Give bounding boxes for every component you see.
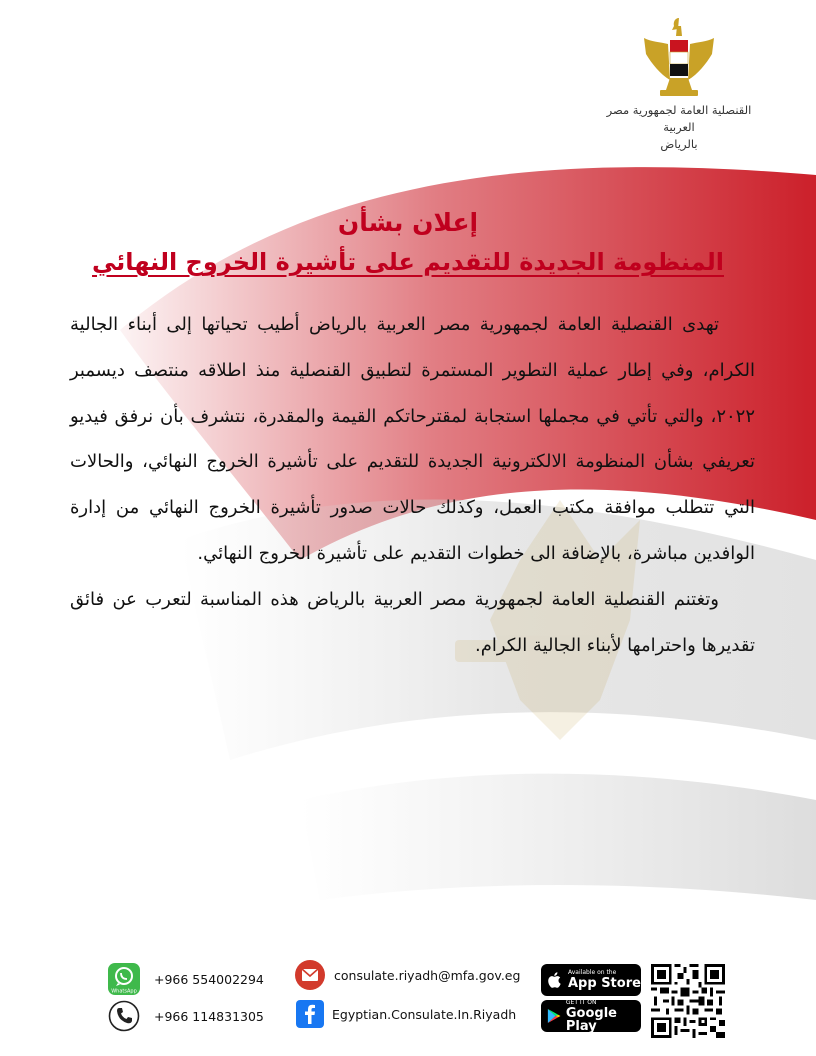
qr-code-icon[interactable] bbox=[651, 964, 725, 1038]
letterhead bbox=[594, 14, 764, 153]
announcement-heading: إعلان بشأن bbox=[337, 208, 479, 237]
mail-icon bbox=[294, 959, 326, 991]
app-store-small-text: Available on the bbox=[568, 969, 617, 976]
body-paragraph-1: تهدى القنصلية العامة لجمهورية مصر العربية بالرياض أطيب تحياتها إلى أبناء الجالية الكرام، وفي إطار عملية التطوير المستمرة لتطبيق القنصلية منذ اطلاقه منتصف ديسمبر ٢٠٢٢، والتي تأتي في مجملها استجابة لمقترحاتكم القيمة والمقدرة، نتشرف بأن نرفق فيديو تعريفي بشأن المنظومة الالكترونية الجديدة للتقديم على تأشيرة الخروج النهائي، والحالات التي تتطلب موافقة مكتب العمل، وكذلك حالات صدور تأشيرة الخروج النهائي من إدارة الوافدين مباشرة، بالإضافة الى خطوات التقديم على تأشيرة الخروج النهائي. bbox=[70, 314, 755, 564]
email-address: consulate.riyadh@mfa.gov.eg bbox=[334, 967, 521, 983]
whatsapp-contact[interactable] bbox=[108, 963, 264, 995]
body-paragraph-2: وتغتنم القنصلية العامة لجمهورية مصر العربية بالرياض هذه المناسبة لتعرب عن فائق تقديرها واحترامها لأبناء الجالية الكرام. bbox=[70, 588, 755, 656]
whatsapp-icon-label: WhatsApp bbox=[111, 988, 137, 995]
phone-number: +966 114831305 bbox=[154, 1008, 264, 1024]
announcement-subject bbox=[0, 248, 816, 276]
facebook-icon bbox=[296, 1000, 324, 1028]
email-contact[interactable] bbox=[294, 959, 520, 991]
google-play-icon bbox=[547, 1007, 561, 1025]
phone-contact[interactable] bbox=[108, 1000, 264, 1032]
facebook-contact[interactable] bbox=[296, 1000, 516, 1028]
contact-footer bbox=[0, 950, 816, 1050]
whatsapp-number: +966 554002294 bbox=[154, 971, 264, 987]
phone-icon bbox=[108, 1000, 140, 1032]
consulate-name-line1: القنصلية العامة لجمهورية مصر العربية bbox=[606, 103, 752, 134]
consulate-name-line2: بالرياض bbox=[660, 137, 698, 151]
google-play-badge[interactable] bbox=[541, 1000, 641, 1032]
consulate-name bbox=[594, 102, 764, 153]
announcement-body bbox=[70, 302, 755, 668]
apple-icon bbox=[547, 971, 563, 989]
app-store-big-text: App Store bbox=[568, 976, 641, 991]
eagle-emblem-icon bbox=[642, 14, 716, 98]
google-play-big-text: Google Play bbox=[565, 1005, 618, 1034]
app-store-badge[interactable] bbox=[541, 964, 641, 996]
whatsapp-icon bbox=[108, 963, 140, 995]
facebook-page: Egyptian.Consulate.In.Riyadh bbox=[332, 1006, 517, 1022]
announcement-subject-text: المنظومة الجديدة للتقديم على تأشيرة الخروج النهائي bbox=[92, 248, 724, 276]
google-play-small-text: GET IT ON bbox=[565, 998, 597, 1006]
